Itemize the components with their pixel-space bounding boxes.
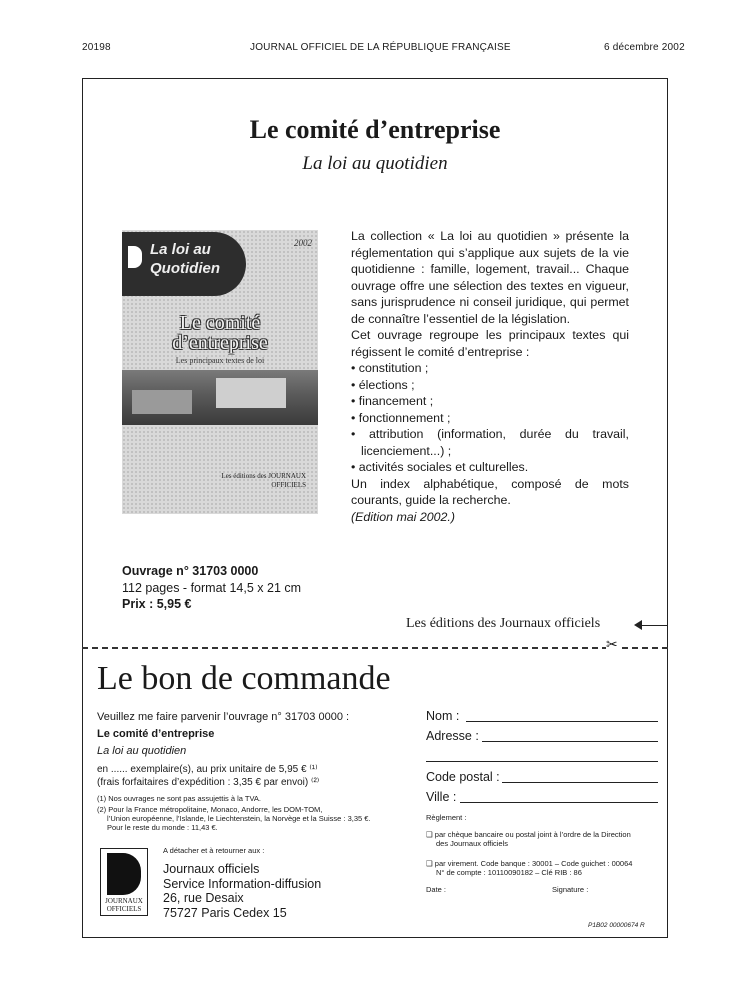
list-item: • constitution ; [351, 361, 429, 375]
adresse-label: Adresse : [426, 729, 479, 743]
order-form-left [97, 710, 417, 832]
cover-building [216, 378, 286, 408]
reference-code: P1B02 00000674 R [588, 922, 645, 929]
cover-title-line2: d’entreprise [172, 332, 268, 354]
publisher-line: Les éditions des Journaux officiels [406, 616, 601, 631]
series-banner [122, 232, 246, 296]
journal-title: JOURNAL OFFICIEL DE LA RÉPUBLIQUE FRANÇAISE [250, 42, 511, 53]
address-line: Service Information-diffusion [163, 876, 322, 891]
list-item: • élections ; [351, 377, 415, 392]
pages-format: 112 pages - format 14,5 x 21 cm [122, 580, 302, 595]
cover-year: 2002 [294, 238, 312, 248]
footnote: (1) Nos ouvrages ne sont pas assujettis à la TVA. [97, 794, 261, 803]
contents-list [351, 360, 629, 476]
signature-label[interactable]: Signature : [552, 885, 589, 894]
price: Prix : 5,95 € [122, 597, 192, 611]
list-item: • financement ; [351, 394, 434, 408]
payment-cheque-detail: des Journaux officiels [436, 839, 508, 848]
address-line: 75727 Paris Cedex 15 [163, 905, 287, 920]
return-address [163, 862, 321, 920]
shipping-line: (frais forfaitaires d’expédition : 3,35 € par envoi) ⁽²⁾ [97, 777, 320, 788]
footnote: (2) Pour la France métropolitaine, Monaco, Andorre, les DOM-TOM, [97, 805, 323, 814]
payment-transfer-option[interactable]: ❑ par virement. Code banque : 30001 – Code guichet : 00064 [426, 859, 633, 868]
order-info [122, 563, 301, 613]
issue-date: 6 décembre 2002 [604, 42, 685, 53]
order-form-title: Le bon de commande [97, 660, 391, 697]
nom-label: Nom : [426, 709, 460, 723]
ville-label: Ville : [426, 790, 457, 804]
jo-logo-icon [128, 246, 142, 268]
address-line: Journaux officiels [163, 862, 260, 876]
quantity-line[interactable]: en ...... exemplaire(s), au prix unitaire de 5,95 € ⁽¹⁾ [97, 764, 318, 775]
order-book-title: Le comité d’entreprise [97, 728, 215, 740]
edition-note: (Edition mai 2002.) [351, 509, 455, 524]
date-label[interactable]: Date : [426, 885, 447, 894]
order-book-subtitle: La loi au quotidien [97, 745, 187, 757]
detach-note: A détacher et à retourner aux : [163, 846, 265, 855]
code-postal-label: Code postal : [426, 770, 500, 784]
payment-cheque-option[interactable]: ❑ par chèque bancaire ou postal joint à l’ordre de la Direction [426, 830, 631, 839]
footnote: l’Union européenne, l’Islande, le Liechtenstein, la Norvège et la Suisse : 3,35 €. [107, 814, 371, 823]
book-subtitle: La loi au quotidien [302, 153, 448, 174]
footnote: Pour le reste du monde : 11,43 €. [107, 823, 218, 832]
book-cover-image [122, 230, 318, 514]
cover-title-line1: Le comité [179, 312, 261, 334]
series-name: La loi au Quotidien [150, 241, 220, 277]
list-item: • activités sociales et culturelles. [351, 460, 529, 474]
payment-transfer-detail: N° de compte : 10110090182 – Clé RIB : 86 [436, 868, 582, 877]
list-item: • attribution (information, durée du travail, licenciement...) ; [351, 427, 629, 458]
description-paragraph: La collection « La loi au quotidien » présente la réglementation qui s’applique aux sujets de la vie quotidienne : famille, logement, travail... Chaque ouvrage offre une sélection des textes en vigueur, sans jurisprudence ni conseil juridique, qui permet de connaître l’essentiel de la législation. [351, 229, 629, 326]
description-paragraph: Un index alphabétique, composé de mots courants, guide la recherche. [351, 476, 629, 507]
order-number: Ouvrage n° 31703 0000 [122, 564, 259, 578]
description-paragraph: Cet ouvrage regroupe les principaux textes qui régissent le comité d’entreprise : [351, 328, 629, 359]
book-title: Le comité d’entreprise [249, 115, 501, 144]
logo-mark-icon [107, 853, 141, 895]
page-number: 20198 [82, 42, 111, 53]
nom-field[interactable] [466, 721, 658, 722]
logo-text: JOURNAUX OFFICIELS [105, 897, 143, 913]
book-description [351, 228, 629, 525]
code-postal-field[interactable] [502, 782, 658, 783]
cover-publisher: Les éditions des JOURNAUX OFFICIELS [221, 472, 306, 489]
cut-line [82, 647, 668, 649]
list-item: • fonctionnement ; [351, 410, 451, 425]
arrow-head-icon [634, 620, 642, 630]
order-request: Veuillez me faire parvenir l’ouvrage n° 31703 0000 : [97, 711, 350, 723]
adresse-field-line2[interactable] [426, 761, 658, 762]
cover-building [132, 390, 192, 414]
ville-field[interactable] [460, 802, 658, 803]
scissors-icon: ✂ [606, 636, 618, 652]
adresse-field[interactable] [482, 741, 658, 742]
address-line: 26, rue Desaix [163, 891, 244, 905]
cover-subtitle: Les principaux textes de loi [175, 356, 265, 365]
journaux-officiels-logo [100, 848, 148, 916]
reglement-label: Règlement : [426, 813, 467, 822]
